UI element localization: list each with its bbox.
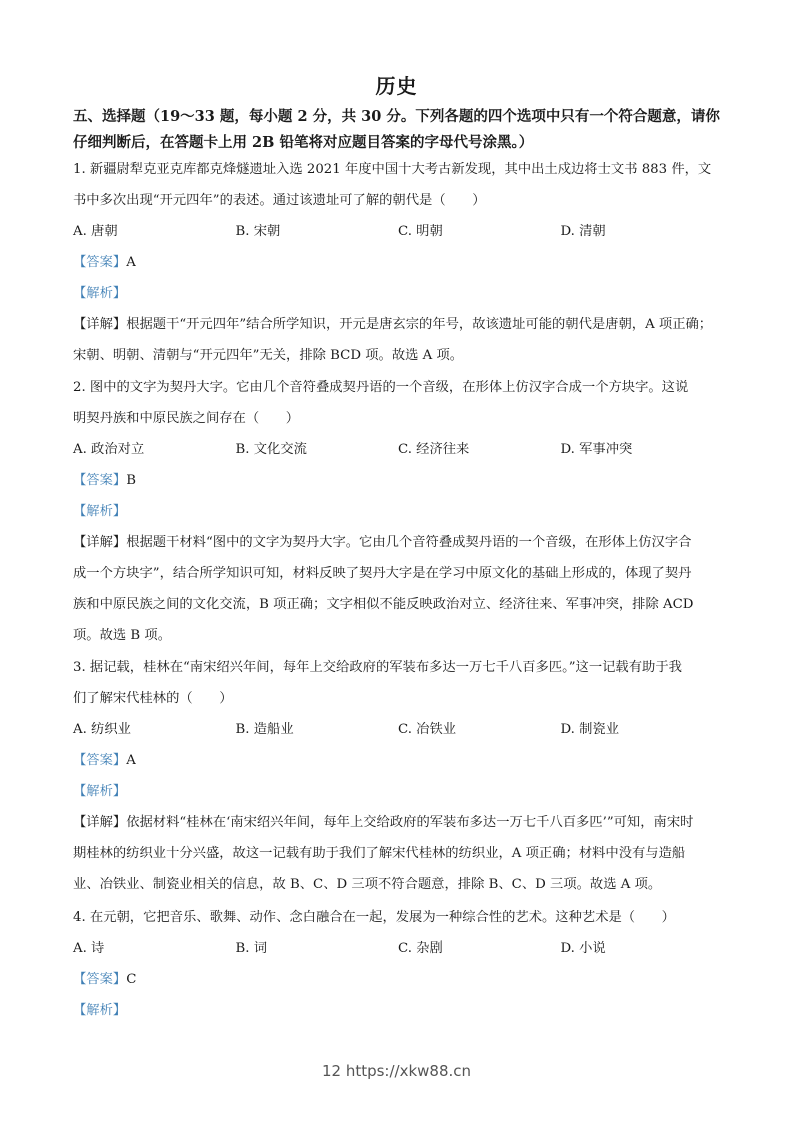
question-3 [73,652,723,900]
question-4 [73,902,723,1026]
option-b: B. 造船业 [235,722,294,737]
question-stem-line: 书中多次出现“开元四年”的表述。通过该遗址可了解的朝代是（ ） [73,193,486,208]
answer-value: A [126,255,136,270]
option-a: A. 政治对立 [73,442,145,457]
detail-text: 根据题干“开元四年”结合所学知识，开元是唐玄宗的年号，故该遗址可能的朝代是唐朝，A 项正确； [126,317,713,332]
analysis-line [73,776,723,807]
analysis-line [73,278,723,309]
question-stem-line: 明契丹族和中原民族之间存在（ ） [73,411,300,426]
detail-line: 期桂林的纺织业十分兴盛，故这一记载有助于我们了解宋代桂林的纺织业，A 项正确；材料中没有与造船 [73,846,686,861]
analysis-line [73,496,723,527]
detail-tag: 【详解】 [73,815,127,830]
analysis-tag: 【解析】 [73,504,127,519]
option-c: C. 杂剧 [398,941,443,956]
detail-text: 依据材料“桂林在‘南宋绍兴年间，每年上交给政府的军装布多达一万七千八百多匹’”可知，南宋时 [126,815,694,830]
option-d: D. 军事冲突 [560,442,633,457]
options-row [73,434,723,465]
question-stem-line: 2. 图中的文字为契丹大字。它由几个音符叠成契丹语的一个音级，在形体上仿汉字合成一个方块字。这说 [73,380,689,395]
detail-tag: 【详解】 [73,317,127,332]
option-d: D. 清朝 [560,224,606,239]
option-d: D. 制瓷业 [560,722,620,737]
question-stem-line: 们了解宋代桂林的（ ） [73,691,233,706]
detail-line [73,807,723,838]
answer-line [73,964,723,995]
option-b: B. 宋朝 [235,224,281,239]
question-stem-line: 3. 据记载，桂林在“南宋绍兴年间，每年上交给政府的军装布多达一万七千八百多匹。”这一记载有助于我 [73,660,682,675]
question-stem-line: 4. 在元朝，它把音乐、歌舞、动作、念白融合在一起，发展为一种综合性的艺术。这种艺术是（ ） [73,910,675,925]
section-heading: 五、选择题（19～33 题，每小题 2 分，共 30 分。下列各题的四个选项中只有一个符合题意，请你仔细判断后，在答题卡上用 2B 铅笔将对应题目答案的字母代号涂黑。） [73,108,720,151]
detail-line [73,309,723,340]
analysis-tag: 【解析】 [73,286,127,301]
analysis-tag: 【解析】 [73,784,127,799]
option-d: D. 小说 [560,941,606,956]
answer-tag: 【答案】 [73,753,127,768]
option-c: C. 经济往来 [398,442,470,457]
answer-line [73,465,723,496]
detail-line: 业、冶铁业、制瓷业相关的信息，故 B、C、D 三项不符合题意，排除 B、C、D 三项。故选 A 项。 [73,877,662,892]
option-a: A. 纺织业 [73,722,131,737]
page-title: 历史 [375,74,418,98]
answer-tag: 【答案】 [73,972,127,987]
options-row [73,714,723,745]
question-1 [73,154,723,371]
detail-line: 成一个方块字”，结合所学知识可知，材料反映了契丹大字是在学习中原文化的基础上形成的，体现了契丹 [73,566,692,581]
page-footer: 12 https://xkw88.cn [321,1062,472,1080]
answer-value: C [126,972,137,987]
option-c: C. 冶铁业 [398,722,457,737]
answer-value: B [126,473,136,488]
detail-tag: 【详解】 [73,535,127,550]
answer-value: A [126,753,136,768]
question-stem-line: 1. 新疆尉犁克亚克库都克烽燧遗址入选 2021 年度中国十大考古新发现，其中出土戍边将士文书 883 件，文 [73,162,712,177]
analysis-tag: 【解析】 [73,1003,127,1018]
question-2 [73,372,723,651]
answer-tag: 【答案】 [73,473,127,488]
detail-line [73,527,723,558]
option-a: A. 唐朝 [73,224,118,239]
option-a: A. 诗 [73,941,105,956]
option-c: C. 明朝 [398,224,443,239]
options-row [73,216,723,247]
detail-line: 项。故选 B 项。 [73,628,172,643]
detail-line: 宋朝、明朝、清朝与“开元四年”无关，排除 BCD 项。故选 A 项。 [73,348,464,363]
detail-text: 根据题干材料“图中的文字为契丹大字。它由几个音符叠成契丹语的一个音级，在形体上仿汉字合 [126,535,692,550]
options-row [73,933,723,964]
option-b: B. 词 [235,941,268,956]
analysis-line [73,995,723,1026]
option-b: B. 文化交流 [235,442,307,457]
detail-line: 族和中原民族之间的文化交流，B 项正确；文字相似不能反映政治对立、经济往来、军事冲突，排除 ACD [73,597,694,612]
answer-line [73,745,723,776]
answer-tag: 【答案】 [73,255,127,270]
answer-line [73,247,723,278]
